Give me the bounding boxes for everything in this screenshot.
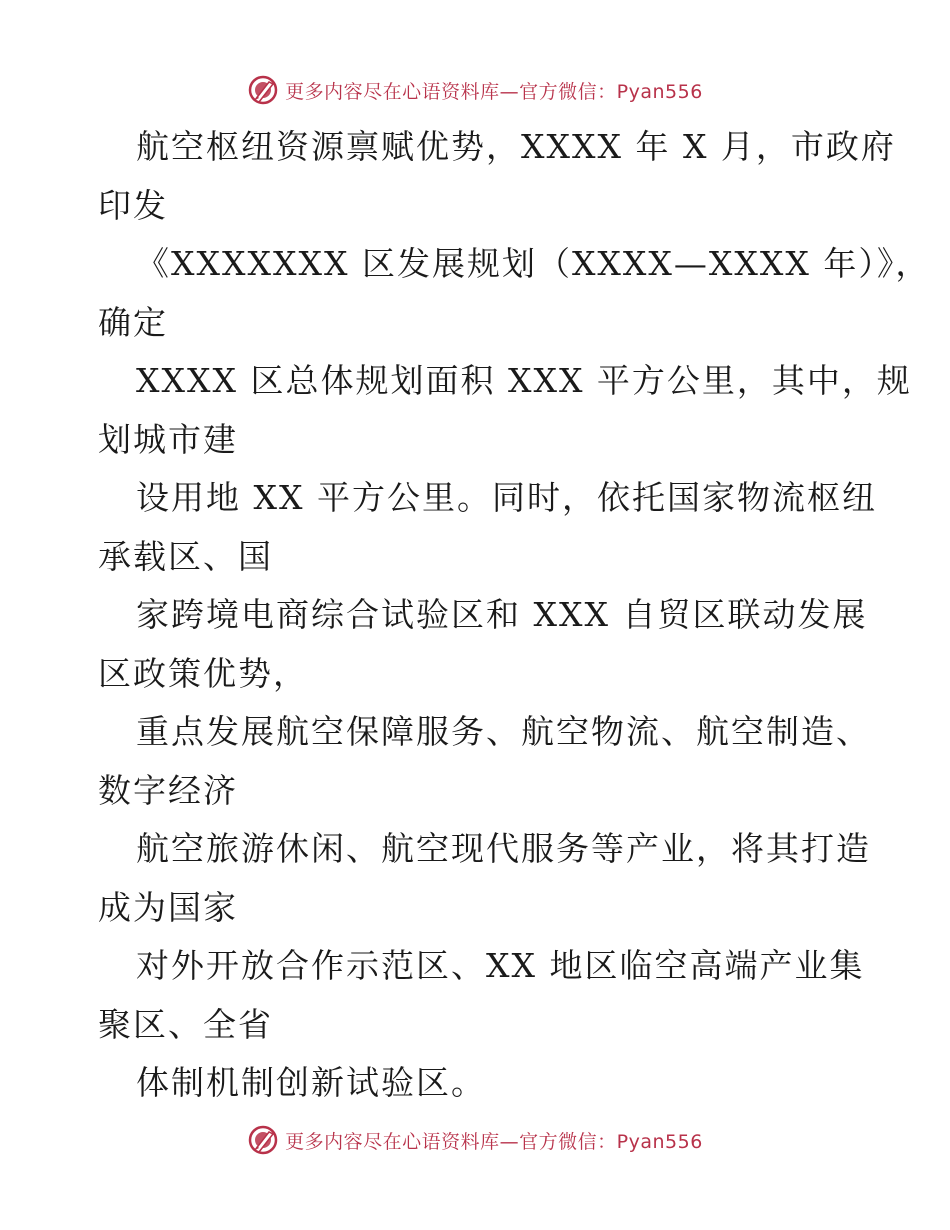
- text-line: 成为国家: [98, 887, 238, 927]
- text-line: 航空枢纽资源禀赋优势，XXXX 年 X 月，市政府: [136, 127, 896, 166]
- text-line: 航空旅游休闲、航空现代服务等产业，将其打造: [136, 829, 871, 868]
- text-line: 重点发展航空保障服务、航空物流、航空制造、: [136, 712, 871, 751]
- text-line: 区政策优势，: [98, 653, 308, 693]
- footer-banner-text: 更多内容尽在心语资料库—官方微信：Pyan556: [285, 1130, 703, 1153]
- text-line: 印发: [98, 185, 168, 225]
- text-line: 聚区、全省: [98, 1004, 273, 1044]
- text-line: 确定: [98, 302, 168, 342]
- header-banner: [0, 70, 950, 110]
- text-line: 划城市建: [98, 419, 238, 459]
- pen-logo-icon: [247, 1124, 279, 1156]
- text-line: 体制机制创新试验区。: [136, 1063, 486, 1102]
- footer-banner: [0, 1120, 950, 1160]
- text-line: 《XXXXXXX 区发展规划（XXXX—XXXX 年）》，: [136, 244, 931, 283]
- header-banner-text: 更多内容尽在心语资料库—官方微信：Pyan556: [285, 80, 703, 103]
- text-line: 对外开放合作示范区、XX 地区临空高端产业集: [136, 946, 865, 985]
- document-body: [98, 118, 931, 1113]
- text-line: XXXX 区总体规划面积 XXX 平方公里，其中，规: [136, 361, 912, 400]
- pen-logo-icon: [247, 74, 279, 106]
- text-line: 家跨境电商综合试验区和 XXX 自贸区联动发展: [136, 595, 868, 634]
- text-line: 承载区、国: [98, 536, 273, 576]
- footer-banner-inner: [247, 1124, 703, 1156]
- text-line: 设用地 XX 平方公里。同时，依托国家物流枢纽: [136, 478, 877, 517]
- text-line: 数字经济: [98, 770, 238, 810]
- header-banner-inner: [247, 74, 703, 106]
